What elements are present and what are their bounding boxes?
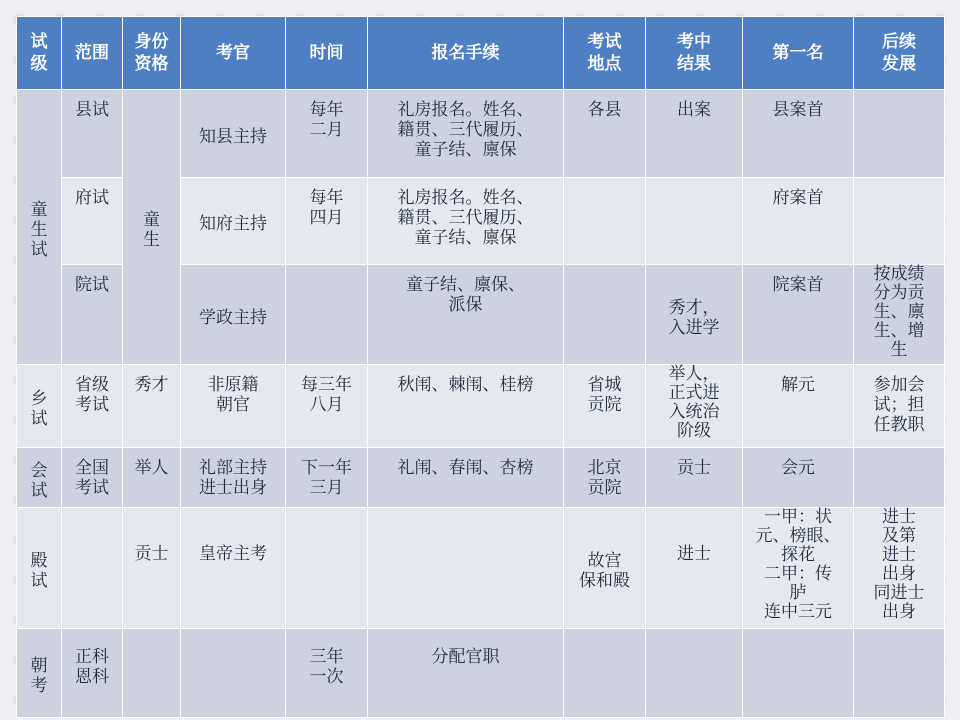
cell-identity [123, 629, 181, 718]
cell-first-place: 会元 [743, 448, 854, 508]
cell-identity-tongsheng: 童 生 [123, 90, 181, 365]
cell-after [854, 448, 945, 508]
level-tongshengshi: 童 生 试 [17, 90, 62, 365]
cell-time: 三年 一次 [286, 629, 368, 718]
header-result: 考中 结果 [646, 17, 743, 90]
cell-examiner: 知府主持 [181, 178, 286, 265]
header-examiner: 考官 [181, 17, 286, 90]
cell-examiner: 礼部主持 进士出身 [181, 448, 286, 508]
header-row [17, 17, 945, 90]
cell-scope: 县试 [62, 90, 123, 178]
table-row-xiangshi [17, 365, 945, 448]
cell-time [286, 508, 368, 629]
cell-registration: 分配官职 [368, 629, 564, 718]
cell-examiner: 皇帝主考 [181, 508, 286, 629]
cell-after [854, 629, 945, 718]
cell-scope: 全国 考试 [62, 448, 123, 508]
cell-scope: 院试 [62, 265, 123, 365]
cell-time: 每年 二月 [286, 90, 368, 178]
cell-time: 下一年 三月 [286, 448, 368, 508]
cell-scope [62, 508, 123, 629]
cell-time: 每三年 八月 [286, 365, 368, 448]
cell-result: 举人， 正式进 入统治 阶级 [646, 365, 743, 448]
cell-after [854, 178, 945, 265]
cell-result: 进士 [646, 508, 743, 629]
cell-registration: 礼房报名。姓名、 籍贯、三代履历、 童子结、廪保 [368, 178, 564, 265]
cell-scope: 省级 考试 [62, 365, 123, 448]
cell-first-place: 院案首 [743, 265, 854, 365]
header-scope: 范围 [62, 17, 123, 90]
header-location: 考试 地点 [564, 17, 646, 90]
cell-result: 出案 [646, 90, 743, 178]
cell-registration [368, 508, 564, 629]
cell-scope: 府试 [62, 178, 123, 265]
cell-result [646, 178, 743, 265]
header-identity: 身份 资格 [123, 17, 181, 90]
table-row-huishi [17, 448, 945, 508]
cell-examiner: 知县主持 [181, 90, 286, 178]
cell-identity: 秀才 [123, 365, 181, 448]
cell-after: 按成绩 分为贡 生、廪 生、增 生 [854, 265, 945, 365]
table-row-xianshi [17, 90, 945, 178]
cell-identity: 举人 [123, 448, 181, 508]
cell-location [564, 178, 646, 265]
cell-registration: 秋闱、棘闱、桂榜 [368, 365, 564, 448]
header-first-place: 第一名 [743, 17, 854, 90]
cell-registration: 童子结、廪保、 派保 [368, 265, 564, 365]
imperial-exam-table [16, 16, 945, 718]
cell-registration: 礼闱、春闱、杏榜 [368, 448, 564, 508]
cell-location: 各县 [564, 90, 646, 178]
cell-examiner: 学政主持 [181, 265, 286, 365]
cell-result: 秀才， 入进学 [646, 265, 743, 365]
cell-examiner: 非原籍 朝官 [181, 365, 286, 448]
header-registration: 报名手续 [368, 17, 564, 90]
header-level: 试 级 [17, 17, 62, 90]
cell-first-place: 解元 [743, 365, 854, 448]
cell-first-place: 一甲：状 元、榜眼、 探花 二甲：传 胪 连中三元 [743, 508, 854, 629]
cell-after: 参加会 试；担 任教职 [854, 365, 945, 448]
header-after: 后续 发展 [854, 17, 945, 90]
cell-scope: 正科 恩科 [62, 629, 123, 718]
cell-first-place: 县案首 [743, 90, 854, 178]
cell-time: 每年 四月 [286, 178, 368, 265]
cell-location: 北京 贡院 [564, 448, 646, 508]
table-row-dianshi [17, 508, 945, 629]
cell-examiner [181, 629, 286, 718]
level-huishi: 会 试 [17, 448, 62, 508]
table-row-chaokao [17, 629, 945, 718]
cell-location [564, 629, 646, 718]
level-xiangshi: 乡 试 [17, 365, 62, 448]
cell-result: 贡士 [646, 448, 743, 508]
cell-after [854, 90, 945, 178]
cell-result [646, 629, 743, 718]
cell-first-place: 府案首 [743, 178, 854, 265]
cell-registration: 礼房报名。姓名、 籍贯、三代履历、 童子结、廪保 [368, 90, 564, 178]
cell-first-place [743, 629, 854, 718]
cell-location: 故宫 保和殿 [564, 508, 646, 629]
level-chaokao: 朝 考 [17, 629, 62, 718]
cell-location: 省城 贡院 [564, 365, 646, 448]
header-time: 时间 [286, 17, 368, 90]
cell-time [286, 265, 368, 365]
cell-identity: 贡士 [123, 508, 181, 629]
level-dianshi: 殿 试 [17, 508, 62, 629]
cell-location [564, 265, 646, 365]
cell-after: 进士 及第 进士 出身 同进士 出身 [854, 508, 945, 629]
